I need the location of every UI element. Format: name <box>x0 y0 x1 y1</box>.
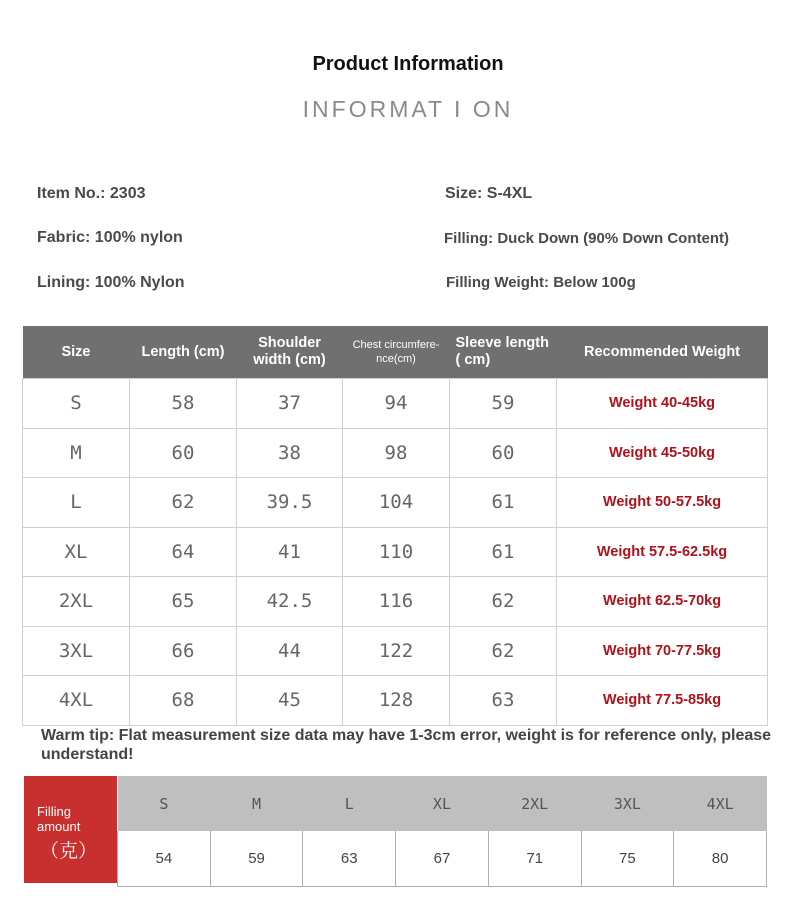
filling: Filling: Duck Down (90% Down Content) <box>444 230 729 247</box>
header-shoulder: Shoulder width (cm) <box>237 326 343 379</box>
measure-cell: 110 <box>343 527 450 577</box>
weight-cell: Weight 40-45kg <box>557 379 768 429</box>
measure-cell: 104 <box>343 478 450 528</box>
table-row <box>23 527 768 577</box>
size-cell: 3XL <box>23 626 130 676</box>
size-cell: 2XL <box>23 577 130 627</box>
size-chart-table <box>22 326 768 726</box>
filling-value-cell: 71 <box>488 831 581 887</box>
size-cell: XL <box>23 527 130 577</box>
measure-cell: 61 <box>450 527 557 577</box>
table-row <box>23 478 768 528</box>
filling-size-cell: S <box>118 776 211 831</box>
measure-cell: 37 <box>237 379 343 429</box>
fabric: Fabric: 100% nylon <box>37 229 183 246</box>
filling-size-row <box>118 776 767 831</box>
measure-cell: 98 <box>343 428 450 478</box>
filling-size-cell: XL <box>396 776 489 831</box>
weight-cell: Weight 50-57.5kg <box>557 478 768 528</box>
page-title: Product Information <box>312 53 504 75</box>
measure-cell: 94 <box>343 379 450 429</box>
header-sleeve: Sleeve length ( cm) <box>450 326 557 379</box>
measure-cell: 62 <box>450 626 557 676</box>
warm-tip: Warm tip: Flat measurement size data may have 1-3cm error, weight is for reference only, please understand! <box>41 727 772 763</box>
filling-label-unit: （克） <box>40 841 98 862</box>
table-row <box>23 626 768 676</box>
measure-cell: 60 <box>130 428 237 478</box>
measure-cell: 58 <box>130 379 237 429</box>
measure-cell: 41 <box>237 527 343 577</box>
filling-value-row <box>118 831 767 887</box>
filling-value-cell: 67 <box>396 831 489 887</box>
measure-cell: 65 <box>130 577 237 627</box>
filling-value-cell: 75 <box>581 831 674 887</box>
header-length: Length (cm) <box>130 326 237 379</box>
filling-value-cell: 80 <box>674 831 767 887</box>
filling-value-cell: 54 <box>118 831 211 887</box>
filling-amount-label <box>24 776 117 883</box>
measure-cell: 38 <box>237 428 343 478</box>
measure-cell: 39.5 <box>237 478 343 528</box>
measure-cell: 59 <box>450 379 557 429</box>
size-table-header <box>23 326 768 379</box>
table-row <box>23 676 768 726</box>
filling-amount-table <box>117 776 767 887</box>
table-row <box>23 577 768 627</box>
measure-cell: 45 <box>237 676 343 726</box>
measure-cell: 61 <box>450 478 557 528</box>
weight-cell: Weight 70-77.5kg <box>557 626 768 676</box>
measure-cell: 128 <box>343 676 450 726</box>
measure-cell: 62 <box>450 577 557 627</box>
measure-cell: 60 <box>450 428 557 478</box>
weight-cell: Weight 45-50kg <box>557 428 768 478</box>
filling-value-cell: 63 <box>303 831 396 887</box>
table-row <box>23 428 768 478</box>
measure-cell: 44 <box>237 626 343 676</box>
measure-cell: 63 <box>450 676 557 726</box>
measure-cell: 42.5 <box>237 577 343 627</box>
size-range: Size: S-4XL <box>445 185 533 202</box>
size-cell: L <box>23 478 130 528</box>
size-cell: S <box>23 379 130 429</box>
filling-size-cell: 2XL <box>488 776 581 831</box>
measure-cell: 122 <box>343 626 450 676</box>
filling-label-text: Filling amount <box>37 804 81 834</box>
lining: Lining: 100% Nylon <box>37 274 185 291</box>
weight-cell: Weight 57.5-62.5kg <box>557 527 768 577</box>
header-size: Size <box>23 326 130 379</box>
measure-cell: 68 <box>130 676 237 726</box>
measure-cell: 116 <box>343 577 450 627</box>
header-weight: Recommended Weight <box>557 326 768 379</box>
filling-size-cell: 3XL <box>581 776 674 831</box>
item-number: Item No.: 2303 <box>37 185 146 202</box>
size-cell: M <box>23 428 130 478</box>
filling-size-cell: L <box>303 776 396 831</box>
header-chest: Chest circumfere-nce(cm) <box>343 326 450 379</box>
filling-weight: Filling Weight: Below 100g <box>446 274 636 291</box>
filling-size-cell: M <box>210 776 303 831</box>
size-cell: 4XL <box>23 676 130 726</box>
weight-cell: Weight 62.5-70kg <box>557 577 768 627</box>
measure-cell: 66 <box>130 626 237 676</box>
weight-cell: Weight 77.5-85kg <box>557 676 768 726</box>
filling-size-cell: 4XL <box>674 776 767 831</box>
filling-value-cell: 59 <box>210 831 303 887</box>
measure-cell: 64 <box>130 527 237 577</box>
page-subtitle: INFORMAT I ON <box>302 96 514 122</box>
table-row <box>23 379 768 429</box>
measure-cell: 62 <box>130 478 237 528</box>
